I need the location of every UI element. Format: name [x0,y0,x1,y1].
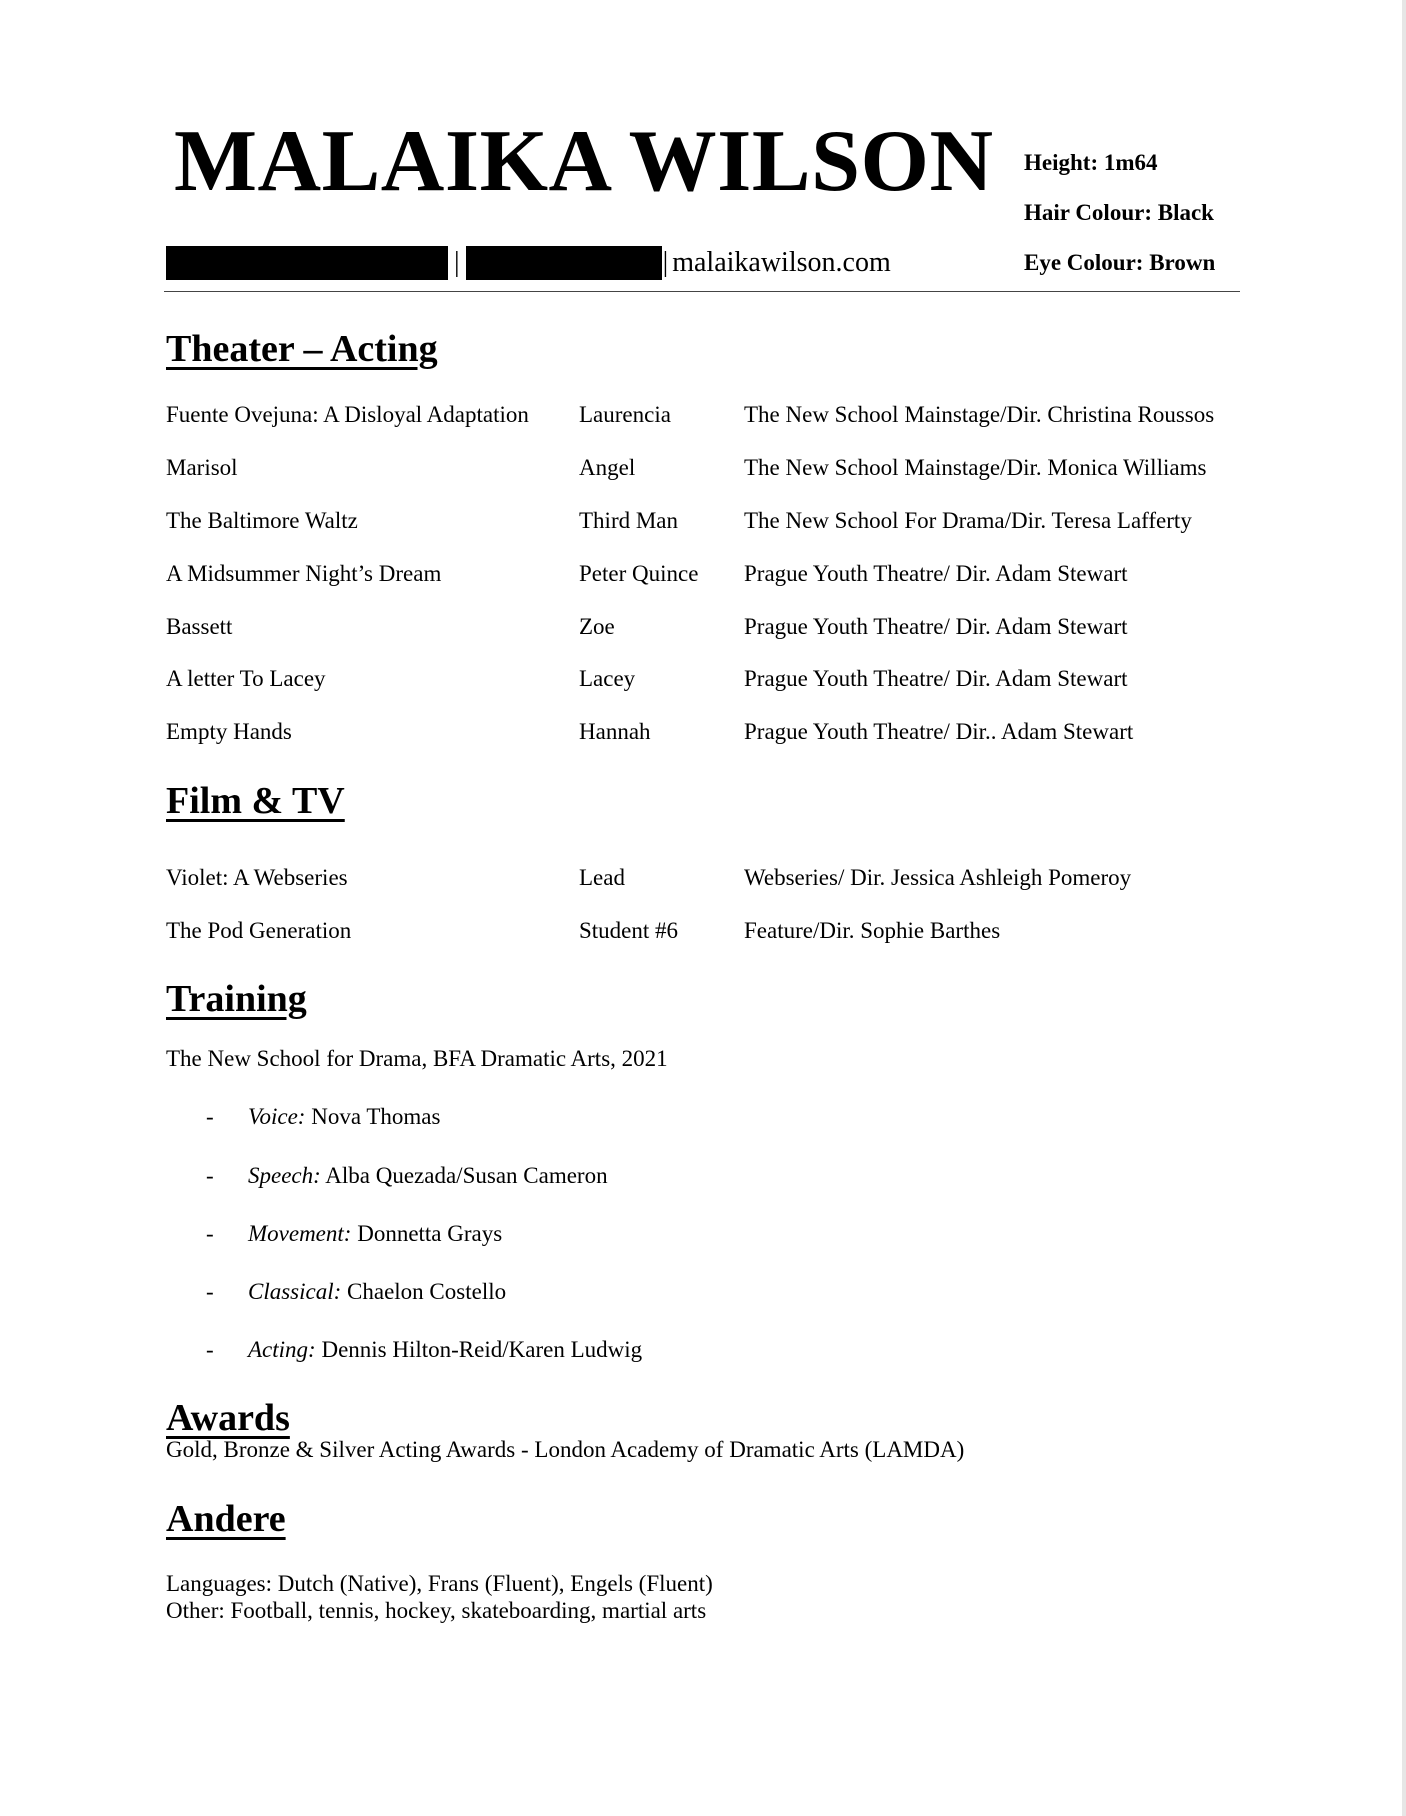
contact-separator: | [454,247,460,278]
credit-role: Zoe [579,614,615,639]
credit-role: Student #6 [579,918,679,943]
stat-value: Black [1157,200,1214,225]
stat-value: Brown [1149,250,1216,275]
credit-production: Marisol [166,455,238,480]
section-heading-training: Training [166,978,307,1020]
stat-label: Hair Colour: [1024,200,1152,225]
credit-company: Prague Youth Theatre/ Dir. Adam Stewart [744,666,1128,691]
credit-company: Prague Youth Theatre/ Dir. Adam Stewart [744,561,1128,586]
credit-row [0,612,1400,642]
credit-company: The New School Mainstage/Dir. Christina Roussos [744,402,1215,427]
section-heading-awards: Awards [166,1397,290,1439]
stat-label: Height: [1024,150,1099,175]
training-instructor: Nova Thomas [311,1104,441,1129]
bullet-mark: - [206,1163,214,1188]
training-instructor: Donnetta Grays [357,1221,503,1246]
credit-row [0,863,1400,893]
credit-company: The New School For Drama/Dir. Teresa Lafferty [744,508,1192,533]
credit-company: Prague Youth Theatre/ Dir. Adam Stewart [744,614,1128,639]
credit-row [0,916,1400,946]
credit-production: Bassett [166,614,233,639]
redacted-email [466,246,662,280]
training-discipline: Movement: [248,1221,352,1246]
credit-role: Third Man [579,508,679,533]
credit-role: Lacey [579,666,636,691]
training-school: The New School for Drama, BFA Dramatic Arts, 2021 [166,1046,668,1071]
credit-row [0,400,1400,430]
credit-role: Laurencia [579,402,671,427]
contact-separator: | [662,247,669,278]
credit-row [0,664,1400,694]
website-link[interactable]: malaikawilson.com [672,247,891,278]
credit-row [0,717,1400,747]
credit-role: Lead [579,865,625,890]
contact-line [166,246,891,280]
bullet-mark: - [206,1337,214,1362]
credit-role: Angel [579,455,636,480]
credit-role: Peter Quince [579,561,699,586]
bullet-mark: - [206,1104,214,1129]
credit-company: Webseries/ Dir. Jessica Ashleigh Pomeroy [744,865,1132,890]
credit-production: Fuente Ovejuna: A Disloyal Adaptation [166,402,529,427]
section-heading-theater: Theater – Acting [166,328,438,370]
credit-production: The Pod Generation [166,918,352,943]
page-edge [1402,0,1406,1816]
actor-name: MALAIKA WILSON [174,113,994,210]
training-instructor: Dennis Hilton-Reid/Karen Ludwig [321,1337,643,1362]
training-instructor: Chaelon Costello [347,1279,507,1304]
credit-production: Violet: A Webseries [166,865,348,890]
section-heading-film-tv: Film & TV [166,780,345,822]
stat-hair-colour [1024,200,1214,226]
redacted-phone [166,246,448,280]
header-divider [164,291,1240,292]
credit-row [0,453,1400,483]
languages-text: Languages: Dutch (Native), Frans (Fluent), Engels (Fluent) [166,1571,713,1596]
credit-company: Prague Youth Theatre/ Dir.. Adam Stewart [744,719,1134,744]
training-discipline: Classical: [248,1279,342,1304]
credit-production: The Baltimore Waltz [166,508,358,533]
bullet-mark: - [206,1279,214,1304]
awards-text: Gold, Bronze & Silver Acting Awards - London Academy of Dramatic Arts (LAMDA) [166,1437,965,1462]
credit-role: Hannah [579,719,651,744]
credit-company: The New School Mainstage/Dir. Monica Williams [744,455,1207,480]
credit-row [0,506,1400,536]
credit-production: A Midsummer Night’s Dream [166,561,442,586]
training-discipline: Speech: [248,1163,321,1188]
credit-production: A letter To Lacey [166,666,326,691]
training-discipline: Voice: [248,1104,306,1129]
stat-value: 1m64 [1103,150,1158,175]
training-instructor: Alba Quezada/Susan Cameron [325,1163,608,1188]
bullet-mark: - [206,1221,214,1246]
credit-row [0,559,1400,589]
section-heading-andere: Andere [166,1498,286,1540]
credit-production: Empty Hands [166,719,292,744]
training-discipline: Acting: [248,1337,316,1362]
credit-company: Feature/Dir. Sophie Barthes [744,918,1001,943]
stat-label: Eye Colour: [1024,250,1144,275]
stat-height [1024,150,1158,176]
other-skills-text: Other: Football, tennis, hockey, skateboarding, martial arts [166,1598,707,1623]
stat-eye-colour [1024,250,1215,276]
